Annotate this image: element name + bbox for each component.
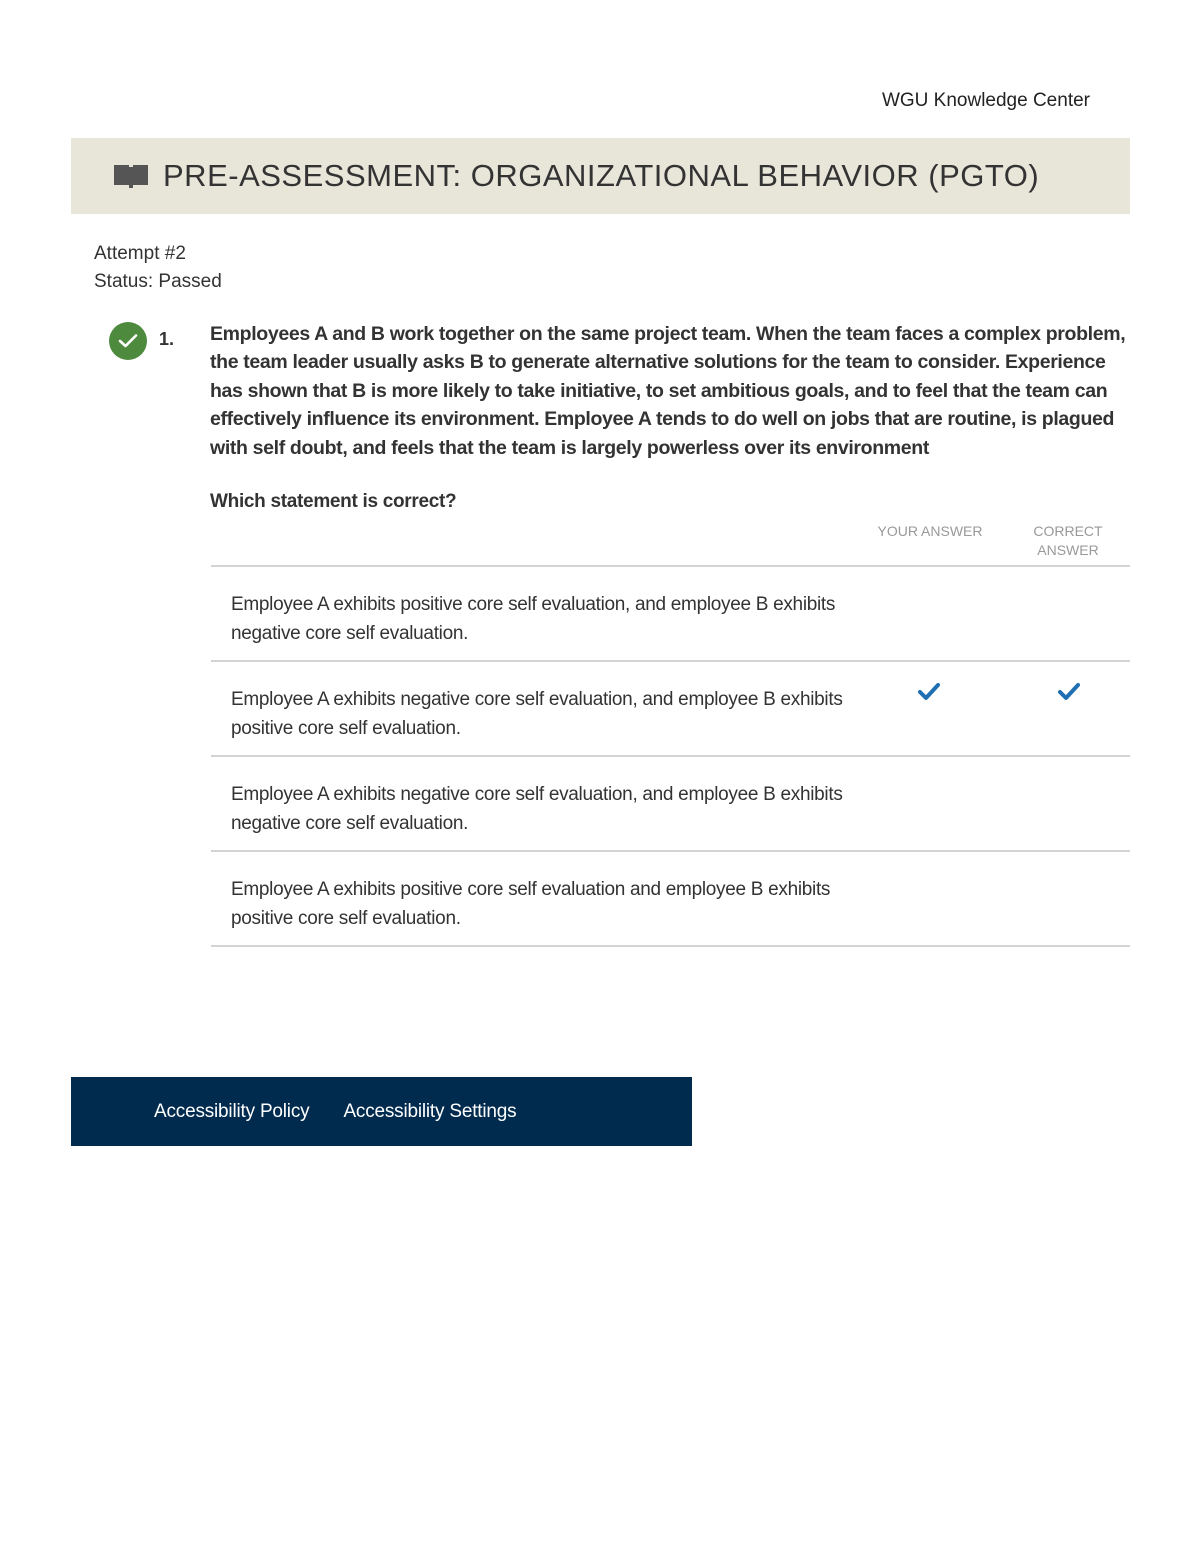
check-circle-icon: [109, 322, 147, 360]
answer-text: Employee A exhibits negative core self evaluation, and employee B exhibits negative core self evaluation.: [231, 784, 843, 834]
your-answer-check-icon: [918, 682, 940, 702]
answer-table: [211, 565, 1130, 947]
page-title-bar: [71, 138, 1130, 214]
answer-option: [211, 567, 1130, 662]
site-label: WGU Knowledge Center: [881, 90, 1090, 111]
attempt-status: Status: Passed: [94, 271, 222, 292]
answer-option: [211, 662, 1130, 757]
footer-bar: [71, 1077, 692, 1146]
question-text: Employees A and B work together on the same project team. When the team faces a complex problem, the team leader usually asks B to generate alternative solutions for the team to consider. Experience has shown that B is more likely to take initiative, to set ambitious goals, and to feel that the team can effectively influence its environment. Employee A tends to do well on jobs that are routine, is plagued with self doubt, and feels that the team is largely powerless over its environment: [210, 323, 1126, 459]
answer-option: [211, 757, 1130, 852]
question-prompt: Which statement is correct?: [210, 491, 457, 512]
book-icon: [113, 162, 149, 190]
question-number: 1.: [159, 329, 175, 349]
answer-text: Employee A exhibits positive core self evaluation and employee B exhibits positive core self evaluation.: [231, 879, 831, 929]
page-title: PRE-ASSESSMENT: ORGANIZATIONAL BEHAVIOR (PGTO): [163, 158, 1040, 193]
accessibility-settings-link[interactable]: Accessibility Settings: [343, 1100, 517, 1122]
answer-option: [211, 852, 1130, 947]
answer-text: Employee A exhibits positive core self evaluation, and employee B exhibits negative core self evaluation.: [231, 594, 836, 644]
correct-answer-column-header: CORRECT ANSWER: [1033, 523, 1103, 558]
answer-text: Employee A exhibits negative core self evaluation, and employee B exhibits positive core self evaluation.: [231, 689, 843, 739]
accessibility-policy-link[interactable]: Accessibility Policy: [154, 1100, 310, 1122]
your-answer-column-header: YOUR ANSWER: [877, 523, 983, 539]
correct-answer-check-icon: [1058, 682, 1080, 702]
attempt-number: Attempt #2: [94, 243, 186, 264]
attempt-info: [94, 240, 222, 296]
